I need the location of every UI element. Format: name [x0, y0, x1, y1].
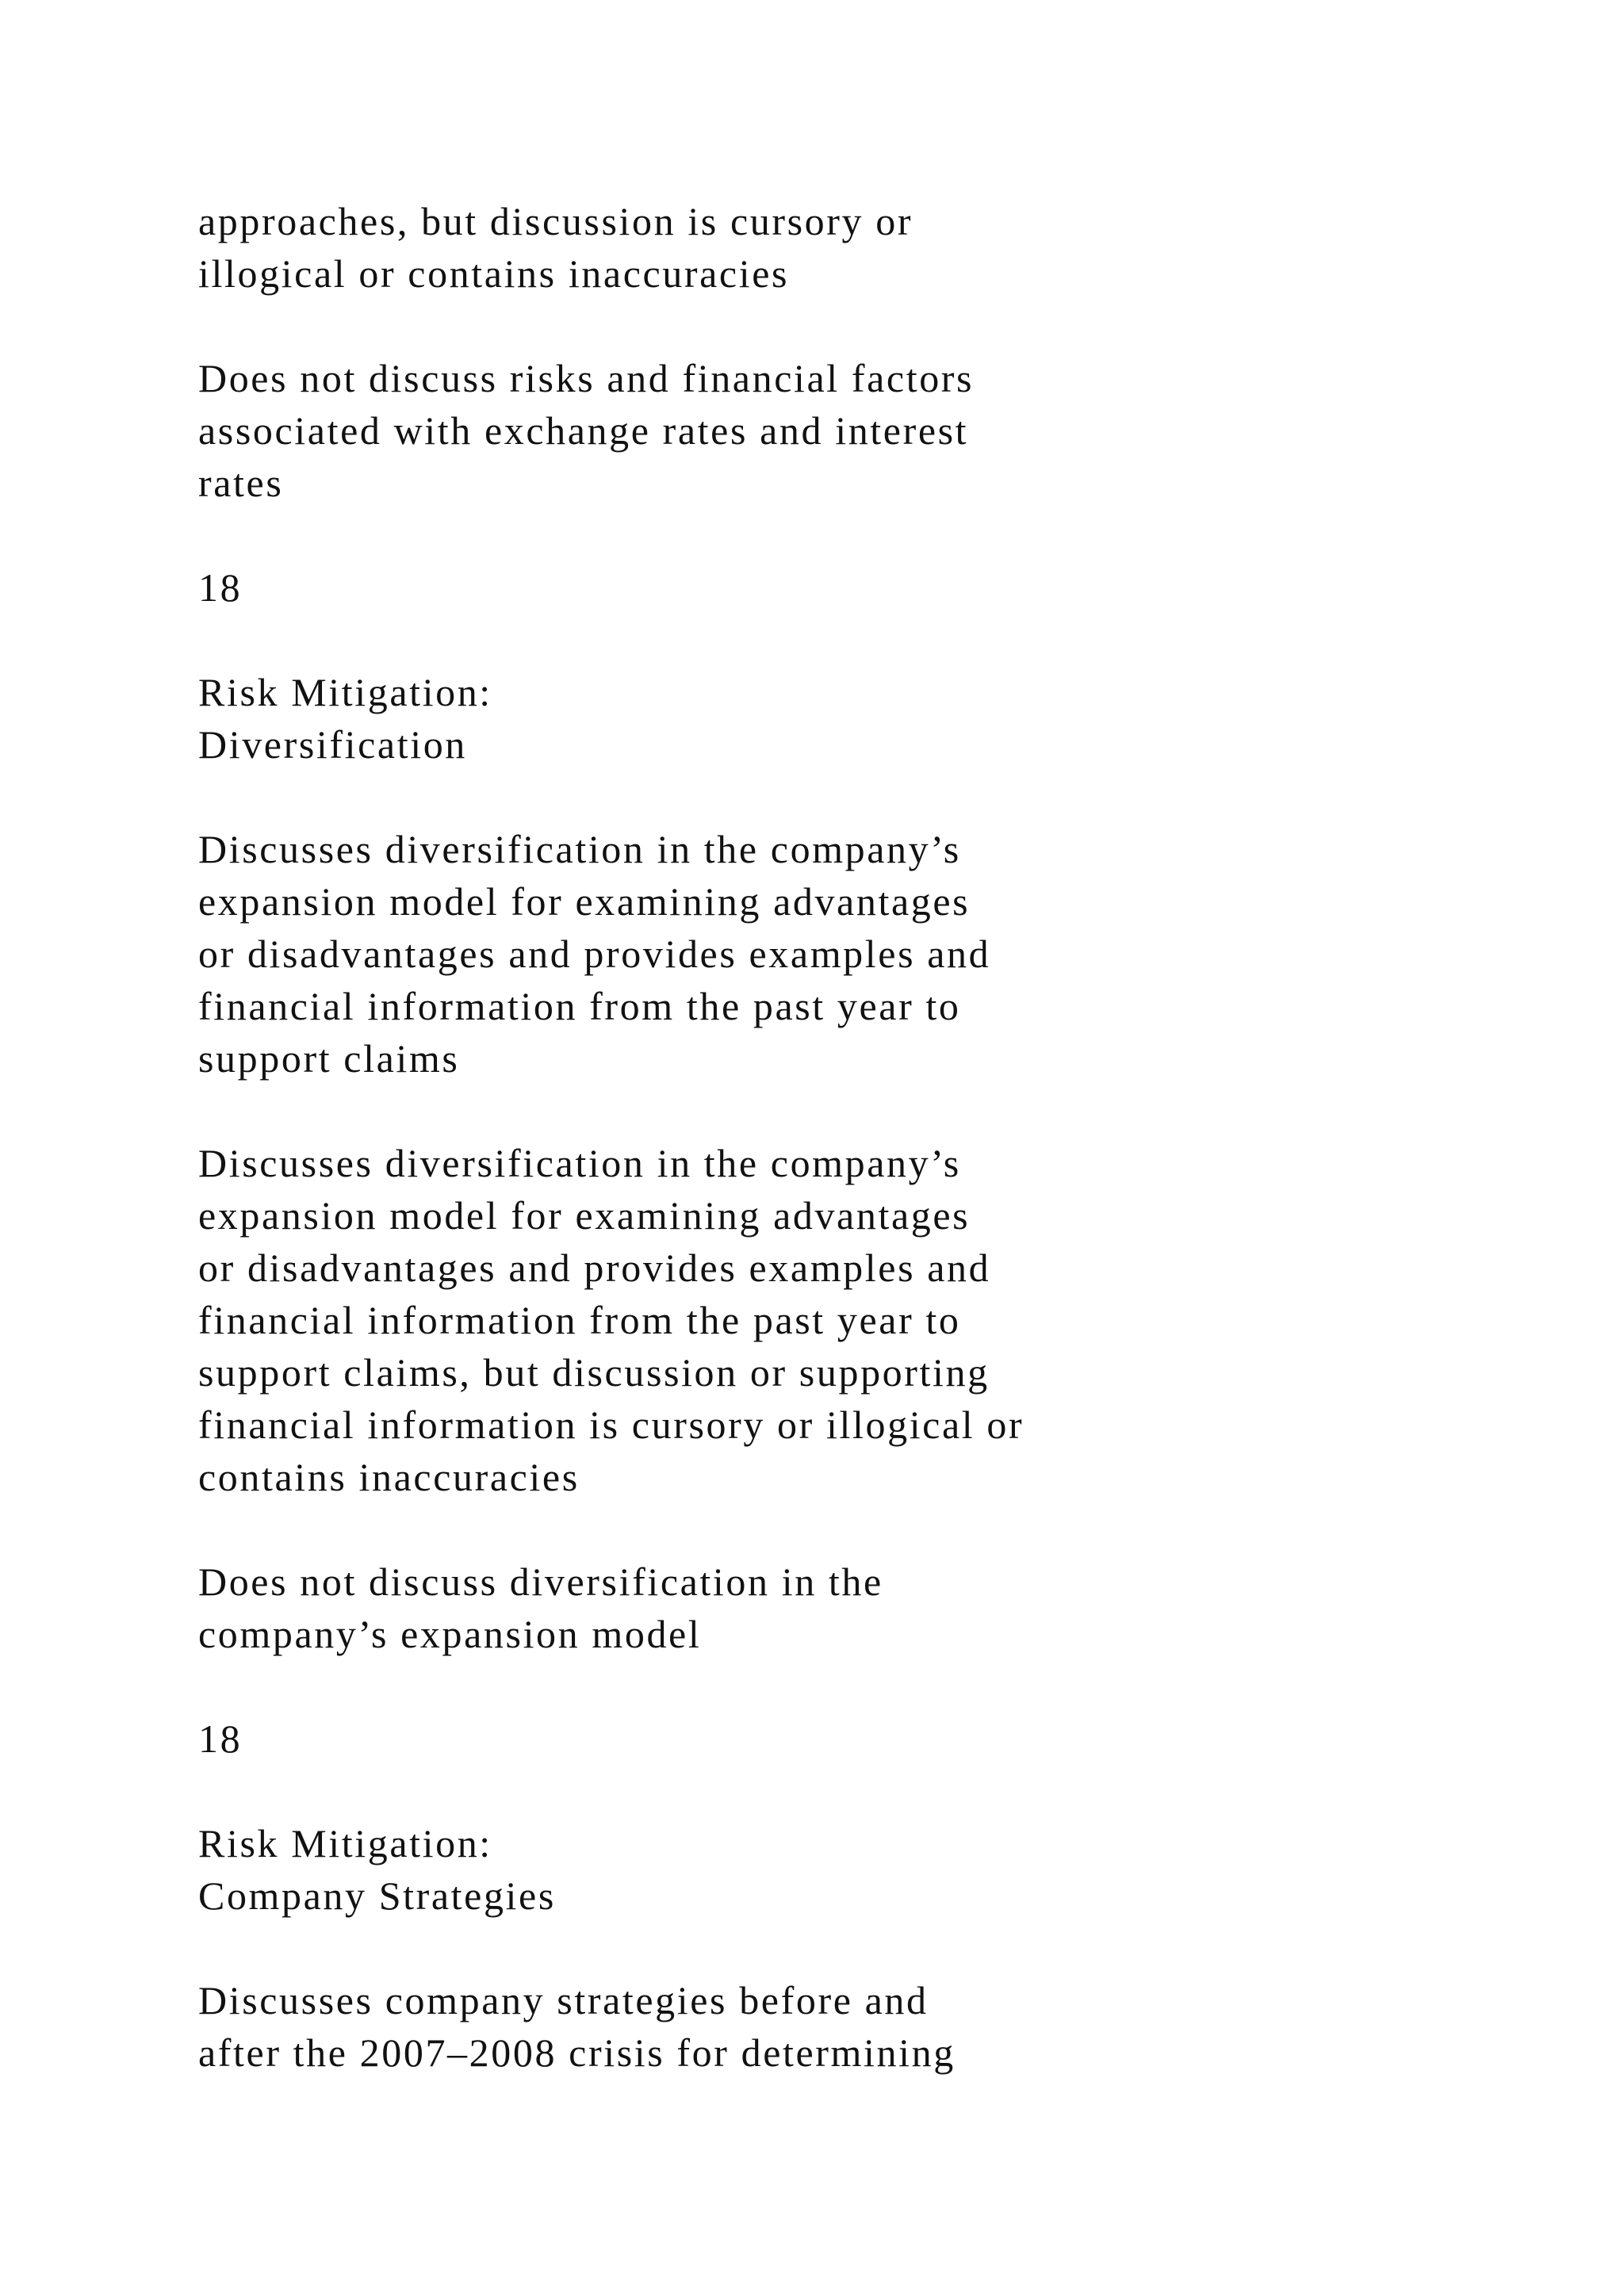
- text-line: Does not discuss diversification in the: [198, 1559, 883, 1604]
- text-line: 18: [198, 565, 243, 610]
- text-line: Discusses company strategies before and: [198, 1978, 929, 2022]
- text-line: expansion model for examining advantages: [198, 1193, 971, 1238]
- text-line: Risk Mitigation:: [198, 670, 492, 714]
- text-line: rates: [198, 461, 284, 505]
- text-line: financial information is cursory or illogical or: [198, 1402, 1025, 1447]
- points-value: [198, 561, 1388, 614]
- text-line: approaches, but discussion is cursory or: [198, 199, 914, 243]
- text-line: Does not discuss risks and financial factors: [198, 356, 975, 400]
- text-line: financial information from the past year to: [198, 1298, 961, 1342]
- text-line: associated with exchange rates and interest: [198, 408, 969, 453]
- text-block: [198, 195, 1388, 300]
- criterion-heading: [198, 1817, 1388, 1922]
- text-line: Company Strategies: [198, 1873, 556, 1918]
- text-line: after the 2007–2008 crisis for determining: [198, 2030, 956, 2075]
- text-line: Discusses diversification in the company’s: [198, 827, 961, 871]
- text-line: Diversification: [198, 722, 467, 767]
- text-line: support claims, but discussion or supporting: [198, 1350, 990, 1395]
- text-block: [198, 1556, 1388, 1660]
- text-line: company’s expansion model: [198, 1612, 702, 1656]
- text-line: support claims: [198, 1036, 460, 1081]
- text-line: Discusses diversification in the company’s: [198, 1141, 961, 1185]
- document-body: [198, 195, 1388, 2131]
- text-block: [198, 352, 1388, 509]
- criterion-heading: [198, 666, 1388, 771]
- text-line: or disadvantages and provides examples and: [198, 932, 991, 976]
- text-line: Risk Mitigation:: [198, 1821, 492, 1866]
- text-line: expansion model for examining advantages: [198, 879, 971, 924]
- points-value: [198, 1712, 1388, 1765]
- text-block: [198, 1137, 1388, 1503]
- text-line: contains inaccuracies: [198, 1455, 580, 1499]
- text-line: illogical or contains inaccuracies: [198, 251, 790, 296]
- text-line: or disadvantages and provides examples and: [198, 1246, 991, 1290]
- text-line: financial information from the past year to: [198, 984, 961, 1028]
- text-block: [198, 1974, 1388, 2079]
- text-block: [198, 823, 1388, 1085]
- text-line: 18: [198, 1716, 243, 1761]
